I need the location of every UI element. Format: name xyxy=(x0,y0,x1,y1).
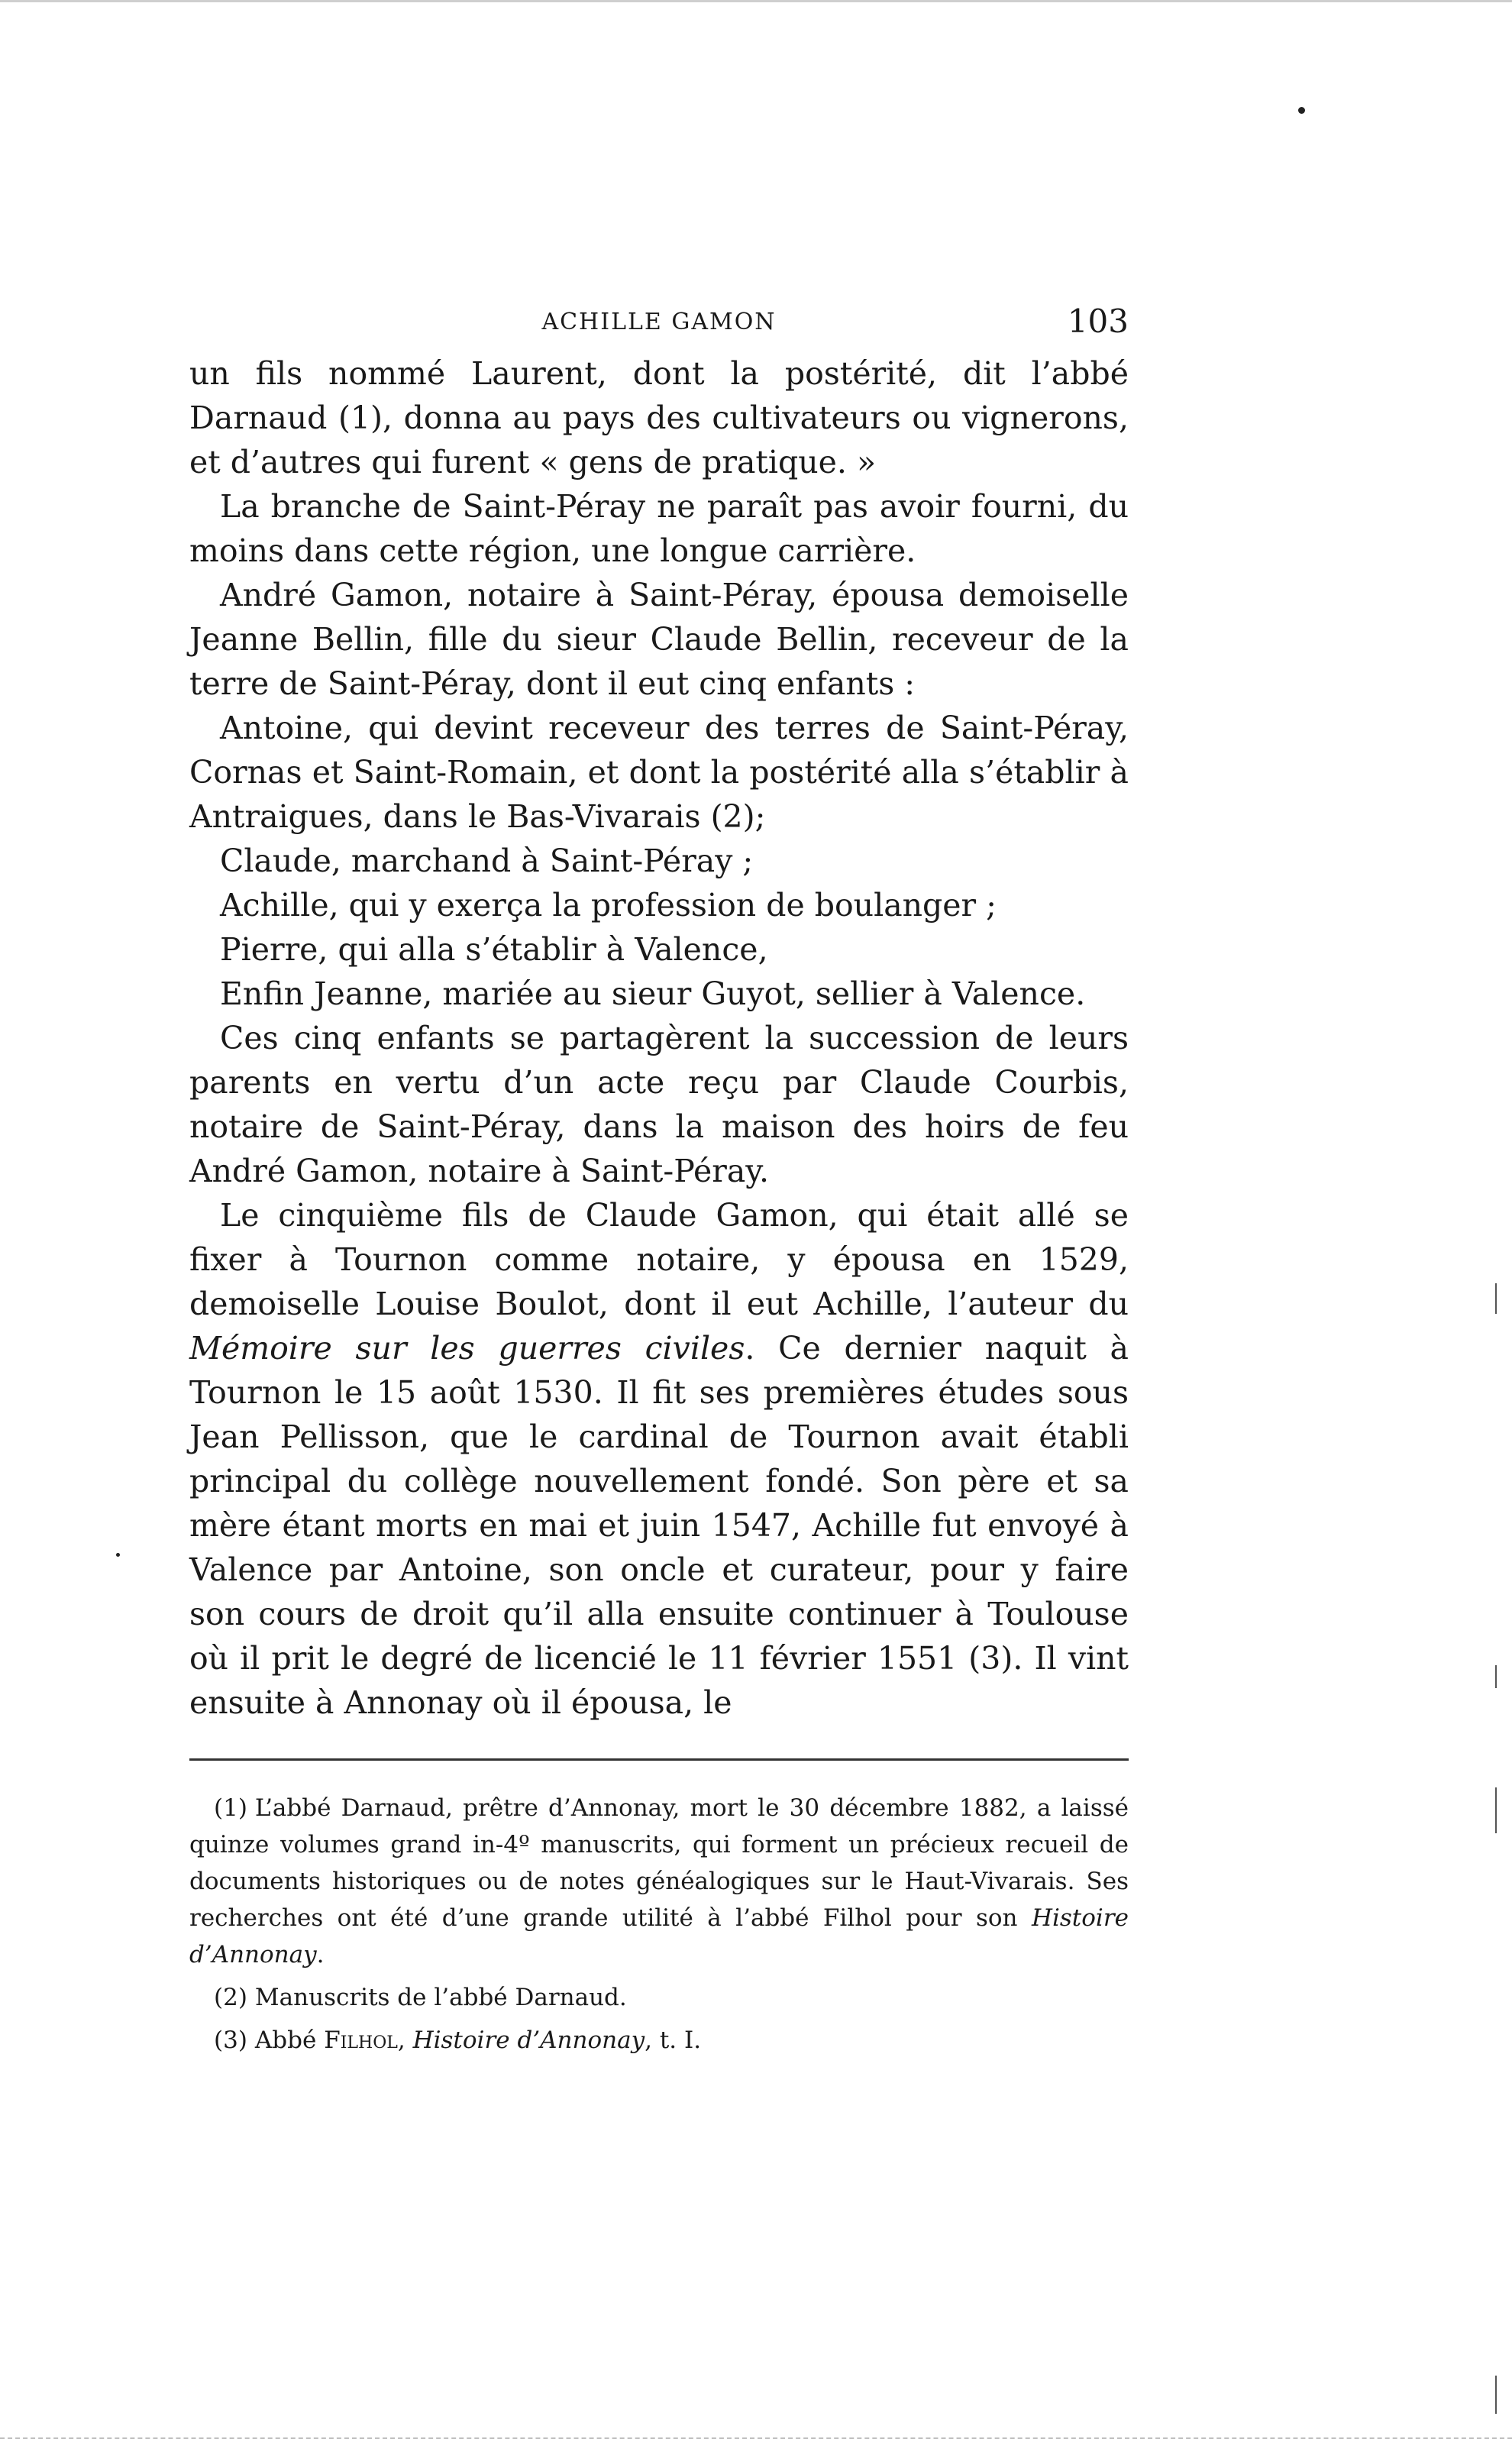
running-title: ACHILLE GAMON xyxy=(541,309,777,335)
footnote-text: Abbé xyxy=(254,2027,317,2054)
footnote-text: L’abbé Darnaud, prêtre d’Annonay, mort le 30 décembre 1882, a laissé quinze volumes grand in-4º manuscrits, qui forment un précieux recueil de documents historiques ou de notes généalogiques sur le Haut-Vivarais. Ses recherches ont été d’une grande utilité à l’abbé Filhol pour son xyxy=(189,1794,1129,1932)
scan-top-edge xyxy=(0,0,1512,6)
paragraph-text: Le cinquième fils de Claude Gamon, qui était allé se fixer à Tournon comme notaire, y épousa en 1529, demoiselle Louise Boulot, dont il eut Achille, l’auteur du xyxy=(189,1197,1129,1322)
footnote-marker: (3) xyxy=(214,2027,247,2054)
scan-bottom-edge xyxy=(0,2416,1512,2439)
footnote-marker: (1) xyxy=(214,1794,247,1822)
footnote-marker: (2) xyxy=(214,1984,247,2011)
scan-edge-mark xyxy=(1495,1665,1497,1688)
footnotes xyxy=(189,1790,1129,2059)
paragraph xyxy=(189,1193,1129,1725)
paragraph: Claude, marchand à Saint-Péray ; xyxy=(220,843,754,879)
footnote-2 xyxy=(189,1979,1129,2016)
paragraph: un fils nommé Laurent, dont la postérité, dit l’abbé Darnaud (1), donna au pays des cultivateurs ou vignerons, et d’autres qui furent « gens de pratique. » xyxy=(189,355,1129,480)
paragraph: La branche de Saint-Péray ne paraît pas avoir fourni, du moins dans cette région, une longue carrière. xyxy=(189,488,1129,569)
paragraph: André Gamon, notaire à Saint-Péray, épousa demoiselle Jeanne Bellin, fille du sieur Claude Bellin, receveur de la terre de Saint-Péray, dont il eut cinq enfants : xyxy=(189,577,1129,702)
scan-edge-mark xyxy=(1495,1283,1497,1314)
work-title: Histoire d’Annonay xyxy=(189,1904,1129,1968)
footnote-text: , t. I. xyxy=(645,2027,702,2054)
author-name: Filhol xyxy=(324,2027,398,2054)
paragraph-text: . Ce dernier naquit à Tournon le 15 août 1530. Il fit ses premières études sous Jean Pellisson, que le cardinal de Tournon avait établi principal du collège nouvellement fondé. Son père et sa mère étant morts en mai et juin 1547, Achille fut envoyé à Valence par Antoine, son oncle et curateur, pour y faire son cours de droit qu’il alla ensuite continuer à Toulouse où il prit le degré de licencié le 11 février 1551 (3). Il vint ensuite à Annonay où il épousa, le xyxy=(189,1330,1129,1721)
paragraph: Pierre, qui alla s’établir à Valence, xyxy=(220,931,768,968)
paragraph: Antoine, qui devint receveur des terres de Saint-Péray, Cornas et Saint-Romain, et dont la postérité alla s’établir à Antraigues, dans le Bas-Vivarais (2); xyxy=(189,710,1129,835)
book-page xyxy=(189,298,1129,2065)
footnote-text: Manuscrits de l’abbé Darnaud. xyxy=(254,1984,627,2011)
work-title: Histoire d’Annonay xyxy=(412,2027,645,2054)
footnote-rule xyxy=(189,1758,1129,1761)
footnote-1 xyxy=(189,1790,1129,1973)
body-text xyxy=(189,351,1129,1725)
scan-speck xyxy=(1298,107,1305,114)
running-head xyxy=(189,298,1129,351)
footnote-3 xyxy=(189,2022,1129,2059)
paragraph: Enfin Jeanne, mariée au sieur Guyot, sellier à Valence. xyxy=(220,975,1086,1012)
footnote-text: , xyxy=(397,2027,405,2054)
scan-edge-mark xyxy=(1495,2376,1497,2414)
work-title: Mémoire sur les guerres civiles xyxy=(189,1330,745,1367)
page-number: 103 xyxy=(1067,302,1129,340)
footnote-text: . xyxy=(316,1941,325,1968)
scan-speck xyxy=(116,1553,120,1557)
paragraph: Achille, qui y exerça la profession de boulanger ; xyxy=(220,887,997,924)
paragraph: Ces cinq enfants se partagèrent la succession de leurs parents en vertu d’un acte reçu par Claude Courbis, notaire de Saint-Péray, dans la maison des hoirs de feu André Gamon, notaire à Saint-Péray. xyxy=(189,1020,1129,1189)
scan-edge-mark xyxy=(1495,1787,1497,1833)
